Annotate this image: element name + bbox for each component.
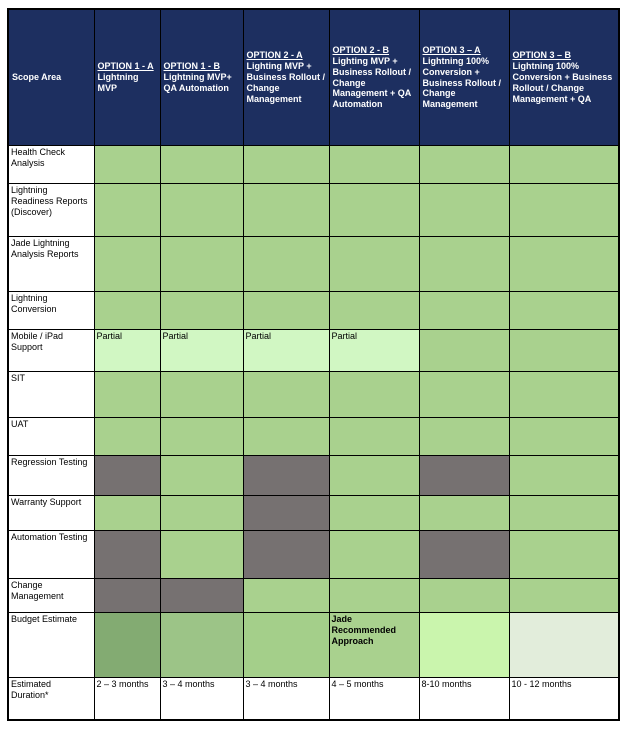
table-row xyxy=(8,292,619,330)
matrix-cell xyxy=(94,613,160,678)
row-label: Change Management xyxy=(8,579,94,613)
table-body xyxy=(8,146,619,720)
matrix-cell xyxy=(160,372,243,418)
table-row xyxy=(8,237,619,292)
option-title: OPTION 2 - B xyxy=(332,44,390,55)
matrix-cell: Partial xyxy=(243,330,329,372)
row-label: Warranty Support xyxy=(8,496,94,531)
matrix-cell xyxy=(509,579,619,613)
table-row xyxy=(8,184,619,237)
column-header xyxy=(419,9,509,146)
matrix-cell xyxy=(243,579,329,613)
matrix-cell xyxy=(94,496,160,531)
matrix-cell xyxy=(160,418,243,456)
matrix-cell xyxy=(94,292,160,330)
matrix-cell xyxy=(160,237,243,292)
matrix-cell xyxy=(509,496,619,531)
matrix-cell xyxy=(419,184,509,237)
row-label: Budget Estimate xyxy=(8,613,94,678)
option-title: OPTION 2 - A xyxy=(246,50,303,61)
option-title: OPTION 1 - A xyxy=(97,61,154,72)
table-row xyxy=(8,678,619,720)
table-row xyxy=(8,496,619,531)
matrix-cell xyxy=(94,184,160,237)
matrix-cell xyxy=(160,146,243,184)
matrix-cell xyxy=(509,372,619,418)
matrix-cell xyxy=(243,372,329,418)
matrix-cell: Jade Recommended Approach xyxy=(329,613,419,678)
matrix-cell: Partial xyxy=(160,330,243,372)
option-title: OPTION 3 – B xyxy=(512,50,572,61)
matrix-cell xyxy=(509,237,619,292)
table-row xyxy=(8,146,619,184)
comparison-table xyxy=(7,8,620,721)
matrix-cell: Partial xyxy=(94,330,160,372)
row-label: Lightning Readiness Reports (Discover) xyxy=(8,184,94,237)
matrix-cell: 10 - 12 months xyxy=(509,678,619,720)
matrix-cell: 3 – 4 months xyxy=(160,678,243,720)
matrix-cell xyxy=(94,579,160,613)
option-subtitle: Lightning 100% Conversion + Business Rollout / Change Management xyxy=(422,55,502,110)
row-label: Jade Lightning Analysis Reports xyxy=(8,237,94,292)
matrix-cell xyxy=(94,372,160,418)
matrix-cell xyxy=(160,531,243,579)
option-subtitle: Lighting MVP + Business Rollout / Change Management + QA Automation xyxy=(332,55,412,110)
row-label: Automation Testing xyxy=(8,531,94,579)
table-row xyxy=(8,613,619,678)
matrix-cell xyxy=(329,292,419,330)
matrix-cell xyxy=(243,418,329,456)
table-row xyxy=(8,531,619,579)
matrix-cell xyxy=(329,372,419,418)
table-row xyxy=(8,372,619,418)
matrix-cell xyxy=(243,613,329,678)
column-header xyxy=(509,9,619,146)
matrix-cell xyxy=(329,184,419,237)
matrix-cell xyxy=(160,184,243,237)
matrix-cell xyxy=(329,456,419,496)
matrix-cell xyxy=(243,531,329,579)
matrix-cell xyxy=(329,531,419,579)
matrix-cell xyxy=(509,418,619,456)
matrix-cell xyxy=(419,531,509,579)
matrix-cell xyxy=(160,456,243,496)
matrix-cell xyxy=(329,496,419,531)
scope-area-header: Scope Area xyxy=(8,9,94,146)
matrix-cell xyxy=(243,456,329,496)
matrix-cell xyxy=(419,496,509,531)
column-header xyxy=(329,9,419,146)
row-label: Lightning Conversion xyxy=(8,292,94,330)
column-header xyxy=(160,9,243,146)
matrix-cell xyxy=(160,496,243,531)
matrix-cell xyxy=(509,146,619,184)
matrix-cell xyxy=(160,613,243,678)
matrix-cell xyxy=(94,146,160,184)
matrix-cell xyxy=(160,579,243,613)
table-row xyxy=(8,418,619,456)
option-subtitle: Lightning MVP xyxy=(97,72,139,93)
matrix-cell: 2 – 3 months xyxy=(94,678,160,720)
matrix-cell xyxy=(419,237,509,292)
matrix-cell xyxy=(509,613,619,678)
row-label: UAT xyxy=(8,418,94,456)
matrix-cell xyxy=(419,418,509,456)
matrix-cell xyxy=(509,330,619,372)
row-label: Mobile / iPad Support xyxy=(8,330,94,372)
matrix-cell xyxy=(329,579,419,613)
row-label: Estimated Duration* xyxy=(8,678,94,720)
matrix-cell: 4 – 5 months xyxy=(329,678,419,720)
matrix-cell xyxy=(243,184,329,237)
matrix-cell xyxy=(94,418,160,456)
matrix-cell xyxy=(329,237,419,292)
matrix-cell xyxy=(94,531,160,579)
matrix-cell xyxy=(243,496,329,531)
table-row xyxy=(8,579,619,613)
matrix-cell xyxy=(419,456,509,496)
matrix-cell xyxy=(94,456,160,496)
matrix-cell xyxy=(509,531,619,579)
option-subtitle: Lighting MVP + Business Rollout / Change Management xyxy=(246,61,326,104)
option-subtitle: Lightning MVP+ QA Automation xyxy=(163,72,232,93)
matrix-cell xyxy=(419,292,509,330)
options-comparison-matrix xyxy=(7,8,620,721)
matrix-cell xyxy=(419,372,509,418)
option-title: OPTION 3 – A xyxy=(422,44,481,55)
matrix-cell xyxy=(419,146,509,184)
column-header xyxy=(243,9,329,146)
matrix-cell xyxy=(509,184,619,237)
matrix-cell xyxy=(243,237,329,292)
matrix-cell: Partial xyxy=(329,330,419,372)
column-header xyxy=(94,9,160,146)
matrix-cell xyxy=(509,456,619,496)
matrix-cell xyxy=(509,292,619,330)
matrix-cell xyxy=(160,292,243,330)
matrix-cell: 3 – 4 months xyxy=(243,678,329,720)
matrix-cell xyxy=(419,579,509,613)
row-label: Health Check Analysis xyxy=(8,146,94,184)
option-subtitle: Lightning 100% Conversion + Business Rollout / Change Management + QA xyxy=(512,61,613,104)
matrix-cell xyxy=(419,330,509,372)
table-row xyxy=(8,456,619,496)
row-label: Regression Testing xyxy=(8,456,94,496)
matrix-cell: 8-10 months xyxy=(419,678,509,720)
matrix-cell xyxy=(243,146,329,184)
header-row xyxy=(8,9,619,146)
row-label: SIT xyxy=(8,372,94,418)
matrix-cell xyxy=(329,418,419,456)
matrix-cell xyxy=(419,613,509,678)
matrix-cell xyxy=(329,146,419,184)
matrix-cell xyxy=(243,292,329,330)
matrix-cell xyxy=(94,237,160,292)
table-row xyxy=(8,330,619,372)
option-title: OPTION 1 - B xyxy=(163,61,221,72)
